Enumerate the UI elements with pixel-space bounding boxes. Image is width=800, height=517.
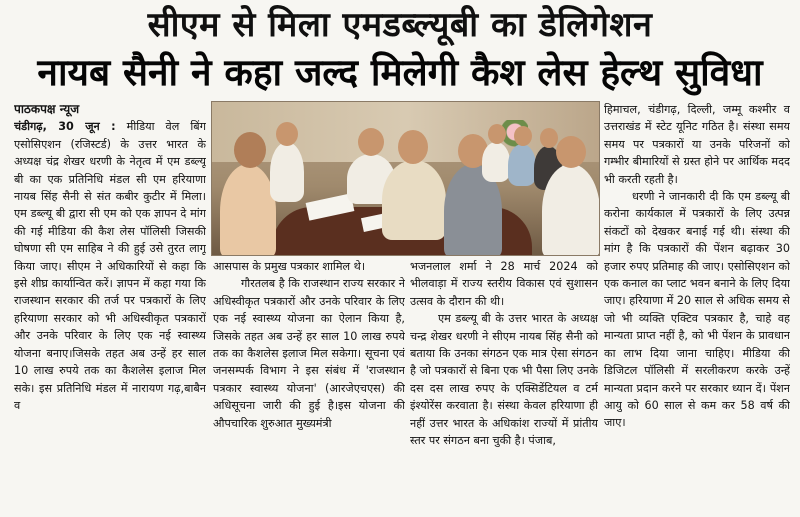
photo-person (270, 142, 304, 202)
photo-person (508, 144, 536, 186)
photo-person (220, 164, 276, 256)
article-paragraph: भजनलाल शर्मा ने 28 मार्च 2024 को भीलवाड़ा में राज्य स्तरीय विकास एवं सुशासन उत्सव के दौरान की थी। (410, 260, 598, 308)
article-column-1 (14, 101, 206, 511)
article-paragraph: एम डब्ल्यू बी के उत्तर भारत के अध्यक्ष चन्द्र शेखर धरणी ने सीएम नायब सिंह सैनी को बताया कि उनका संगठन एक मात्र ऐसा संगठन है जो पत्रकारों से बिना एक भी पैसा लिए उनके दस दस लाख रुपए के एक्सिडेंटियल व टर्म इंश्योरेंस करवाता है। संस्था केवल हरियाणा ही नहीं उत्तर भारत के अधिकांश राज्यों में प्रांतीय स्तर पर संगठन बना चुकी है। पंजाब, (410, 312, 598, 448)
article-column-2 (213, 258, 405, 511)
article-column-3 (410, 258, 598, 511)
byline: पाठकपक्ष न्यूज (14, 102, 80, 116)
news-photo-cm-meeting (211, 101, 600, 256)
article-paragraph: धरणी ने जानकारी दी कि एम डब्ल्यू बी करोना कार्यकाल में पत्रकारों के लिए उत्पन्न संकटों को देखकर बनाई गई थी। संस्था की मांग है कि पत्रकारों की पेंशन बढ़ाकर 30 हजार रुपए प्रतिमाह की जाए। एसोसिएशन को एक कनाल का प्लाट भवन बनाने के लिए दिया जाए। हरियाणा में 20 साल से अधिक समय से जो भी व्यक्ति एक्टिव पत्रकार है, चाहे वह मान्यता प्राप्त नहीं है, को भी पेंशन के प्रावधान का लाभ दिया जाना चाहिए। मीडिया की डिजिटल पॉलिसी में सरलीकरण करके उन्हें मान्यता प्रदान करने पर सरकार ध्यान दें। पेंशन आयु को 60 साल से कम कर 58 वर्ष की जाए। (604, 190, 790, 430)
photo-person (542, 164, 600, 256)
article-paragraph: हिमाचल, चंडीगढ़, दिल्ली, जम्मू कश्मीर व उत्तराखंड में स्टेट यूनिट गठित है। संस्था समय समय पर पत्रकारों या उनके परिजनों को गम्भीर बीमारियों से ग्रस्त होने पर आर्थिक मदद भी करती रहती है। (604, 103, 790, 186)
dateline: चंडीगढ़, 30 जून : (14, 120, 116, 134)
article-text: मीडिया वेल बिंग एसोसिएशन (रजिस्टर्ड) के उत्तर भारत के अध्यक्ष चंद्र शेखर धरणी के नेतृत्व में एम डब्ल्यू बी का एक प्रतिनिधि मंडल सी एम हरियाणा नायब सिंह सैनी से संत कबीर कुटीर में मिला।एम डब्ल्यू बी द्वारा सी एम को एक ज्ञापन दे मांग की गई मीडिया की कैश लेस पॉलिसी जिसकी घोषणा सी एम साहिब ने की हुई उसे तुरत लागू किया जाए। सीएम ने अधिकारियों से कहा कि इसे शीघ्र कार्यान्वित करें। ज्ञापन में कहा गया कि राजस्थान सरकार की तर्ज पर पत्रकारों के लिए हरियाणा सरकार को भी अधिस्वीकृत पत्रकारों और उनके परिवार के लिए एक नई स्वास्थ्य योजना बनाए।जिसके तहत अब उन्हें हर साल 10 लाख रुपये तक का कैशलेस इलाज मिल सके। इस प्रतिनिधि मंडल में नारायण गढ़,बाबैन व (14, 120, 206, 412)
photo-person-head (276, 122, 298, 146)
article-column-4 (604, 101, 790, 511)
photo-person-head (488, 124, 506, 144)
headline-line-2: नायब सैनी ने कहा जल्द मिलेगी कैश लेस हेल्थ सुविधा (37, 51, 763, 94)
article-paragraph (14, 118, 206, 414)
photo-person-head (234, 132, 266, 168)
photo-person-head (540, 128, 558, 148)
photo-person (482, 142, 510, 182)
photo-person-head (556, 136, 586, 168)
photo-person (382, 160, 446, 240)
photo-person-head (514, 126, 532, 146)
photo-person-head (358, 128, 384, 156)
article-paragraph: आसपास के प्रमुख पत्रकार शामिल थे। (213, 260, 366, 273)
photo-person-head (398, 130, 428, 164)
article-paragraph: गौरतलब है कि राजस्थान राज्य सरकार ने अधिस्वीकृत पत्रकारों और उनके परिवार के लिए एक नई स्वास्थ्य योजना का ऐलान किया है, जिसके तहत अब उन्हें हर साल 10 लाख रुपये तक का कैशलेस इलाज मिल सकेगा। सूचना एवं जनसम्पर्क विभाग ने इस संबंध में 'राजस्थान पत्रकार स्वास्थ्य योजना' (आरजेएचएस) की अधिसूचना जारी की हुई है।इस योजना की औपचारिक शुरुआत मुख्यमंत्री (213, 277, 405, 430)
headline-line-1: सीएम से मिला एमडब्ल्यूबी का डेलिगेशन (147, 5, 653, 45)
